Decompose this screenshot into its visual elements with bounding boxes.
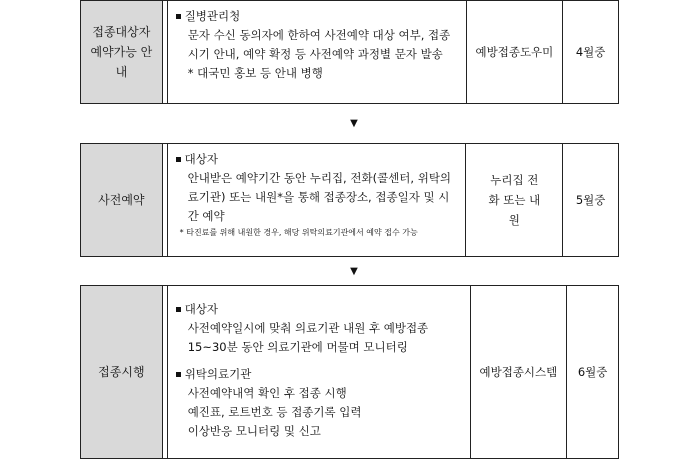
square-bullet-icon xyxy=(176,14,181,19)
section-header xyxy=(176,300,462,319)
square-bullet-icon xyxy=(176,157,181,162)
down-arrow-icon: ▼ xyxy=(350,266,358,277)
stage-label: 접종대상자 예약가능 안내 xyxy=(81,1,163,103)
agency-cell: 예방접종시스템 xyxy=(471,286,568,458)
step-1-block xyxy=(80,0,619,104)
content-line: 시기 안내, 예약 확정 등 사전예약 과정별 문자 발송 xyxy=(187,47,443,61)
time-cell: 4월중 xyxy=(575,45,606,59)
content-line: 료기관) 또는 내원*을 통해 접종장소, 접종일자 및 시 xyxy=(187,190,450,204)
time-cell: 5월중 xyxy=(575,193,606,207)
content-line: * 대국민 홍보 등 안내 병행 xyxy=(187,66,323,80)
square-bullet-icon xyxy=(176,372,181,377)
step-content xyxy=(168,144,467,256)
section-header-text: 질병관리청 xyxy=(184,9,241,23)
step-2-block xyxy=(80,143,619,257)
stage-label: 사전예약 xyxy=(81,144,163,256)
content-line: 문자 수신 동의자에 한하여 사전예약 대상 여부, 접종 xyxy=(187,28,451,42)
section-header-text: 위탁의료기관 xyxy=(184,367,252,381)
down-arrow-icon: ▼ xyxy=(350,118,358,129)
agency-cell: 누리집 전화 또는 내원 xyxy=(466,144,563,256)
agency-cell: 예방접종도우미 xyxy=(467,1,564,103)
content-line: 예진표, 로트번호 등 접종기록 입력 xyxy=(187,405,362,419)
content-line: 사전예약내역 확인 후 접종 시행 xyxy=(187,386,347,400)
step-content xyxy=(168,286,471,458)
content-line: 이상반응 모니터링 및 신고 xyxy=(187,424,321,438)
content-line: 15~30분 동안 의료기관에 머물며 모니터링 xyxy=(187,340,408,354)
section-header xyxy=(176,7,458,26)
content-line: 사전예약일시에 맞춰 의료기관 내원 후 예방접종 xyxy=(187,321,429,335)
step-content xyxy=(168,1,467,103)
time-cell: 6월중 xyxy=(577,365,608,379)
square-bullet-icon xyxy=(176,307,181,312)
step-3-block xyxy=(80,285,619,459)
content-line: 안내받은 예약기간 동안 누리집, 전화(콜센터, 위탁의 xyxy=(187,171,452,185)
section-header xyxy=(176,365,462,384)
footnote: * 타진료를 위해 내원한 경우, 해당 위탁의료기관에서 예약 접수 가능 xyxy=(179,228,418,237)
section-header xyxy=(176,150,458,169)
content-line: 간 예약 xyxy=(187,209,225,223)
stage-label: 접종시행 xyxy=(81,286,163,458)
section-header-text: 대상자 xyxy=(184,302,219,316)
section-header-text: 대상자 xyxy=(184,152,218,166)
